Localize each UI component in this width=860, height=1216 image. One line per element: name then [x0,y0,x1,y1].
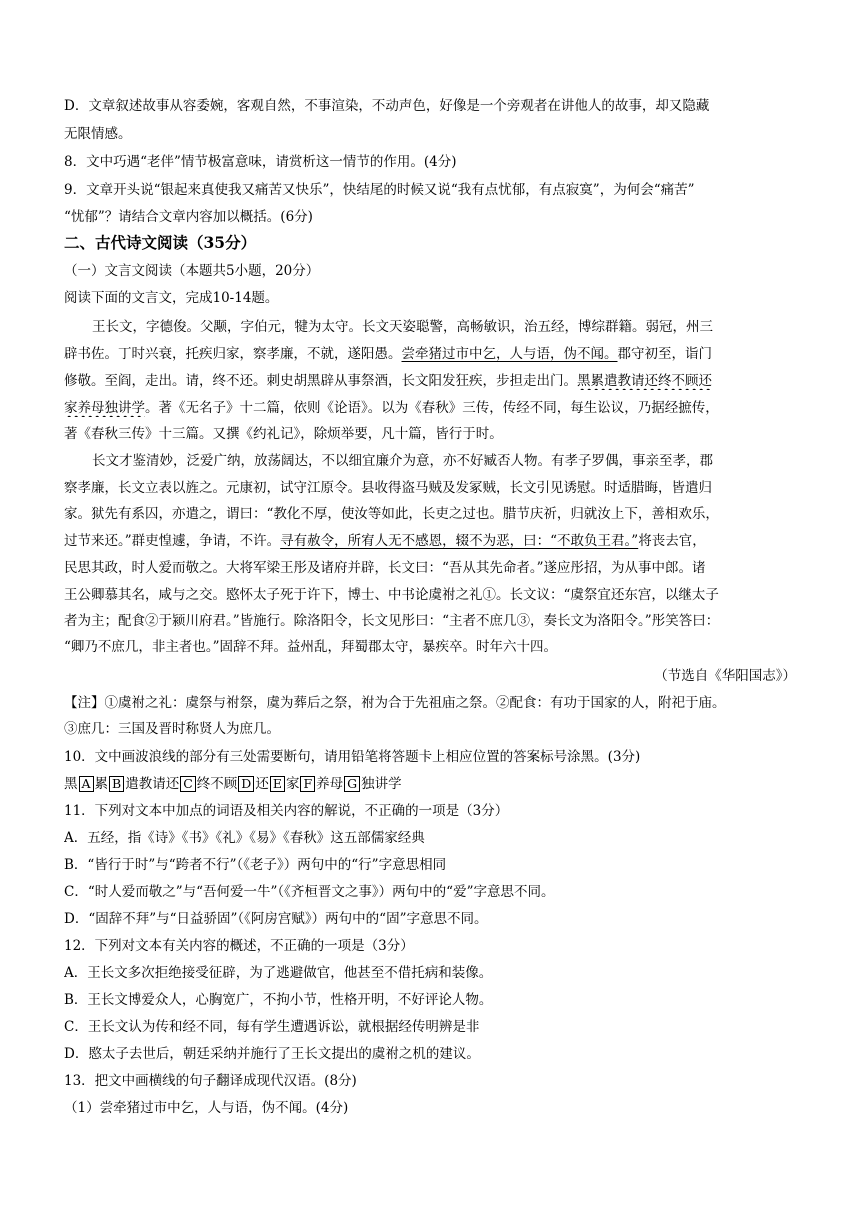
option-d-line-1: D．文章叙述故事从容委婉，客观自然，不事渲染，不动声色，好像是一个旁观者在讲他人的故事，却又隐藏 [64,98,710,114]
note-line-1: 【注】①虞祔之礼：虞祭与祔祭，虞为葬后之祭，祔为合于先祖庙之祭。②配食：有功于国家的人，附祀于庙。 [64,695,726,711]
passage-source: （节选自《华阳国志》） [654,668,796,684]
option-box-c[interactable]: C [180,776,196,792]
passage-text: 过节来还。”群吏惶遽，争请，不许。 [64,533,281,549]
question-12-option-c: C．王长文认为传和经不同，每有学生遭遇诉讼，就根据经传明辨是非 [64,1019,480,1035]
passage-text: 修敬。至阎，走出。请，终不还。刺史胡黑辟从事祭酒，长文阳发狂疾，步担走出门。 [64,373,577,389]
question-9-line-1: 9．文章开头说“银起来真使我又痛苦又快乐”，快结尾的时候又说“我有点忧郁，有点寂寞”，为何会“痛苦” [64,182,695,198]
question-13-part-1: （1）尝牵猪过市中乞，人与语，伪不闻。(4分) [64,1100,349,1116]
passage-text: 郡守初至，诣门 [617,346,712,362]
option-text: 养母 [316,776,344,792]
question-13: 13．把文中画横线的句子翻译成现代汉语。(8分) [64,1073,357,1089]
passage-text: 。著《无名子》十二篇，依则《论语》。以为《春秋》三传，传经不同，每生讼议，乃据经摭传， [145,400,719,416]
question-12-option-d: D．愍太子去世后，朝廷采纳并施行了王长文提出的虞祔之机的建议。 [64,1046,480,1062]
section-heading: 二、古代诗文阅读（35分） [64,234,257,252]
question-11-option-a: A．五经，指《诗》《书》《礼》《易》《春秋》这五部儒家经典 [64,830,425,846]
passage-p2-line-8: “卿乃不庶几，非主者也。”固辞不拜。益州乱，拜蜀郡太守，暴疾卒。时年六十四。 [64,639,558,655]
question-11-option-d: D．“固辞不拜”与“日益骄固”（《阿房宫赋》）两句中的“固”字意思不同。 [64,911,488,927]
option-text: 还 [255,776,269,792]
option-box-a[interactable]: A [79,776,94,792]
question-12-option-b: B．王长文博爱众人，心胸宽广，不拘小节，性格开明，不好评论人物。 [64,992,493,1008]
passage-p1-line-4 [64,399,796,417]
option-box-b[interactable]: B [109,776,124,792]
passage-p2-line-7: 者为主；配食②于颍川府君。”皆施行。除洛阳令，长文见彤曰：“主者不庶几③，奏长文为洛阳令。”彤笑答曰： [64,613,720,629]
question-10: 10．文中画波浪线的部分有三处需要断句，请用铅笔将答题卡上相应位置的答案标号涂黑。(3分) [64,749,641,765]
option-d-line-2: 无限情感。 [64,126,132,142]
passage-p2-line-1: 长文才鉴清妙，泛爱广纳，放荡阔达，不以细宜廉介为意，亦不好臧否人物。有孝子罗偶，事亲至孝，郡 [92,453,713,469]
option-text: 独讲学 [361,776,402,792]
subsection-heading: （一）文言文阅读（本题共5小题，20分） [64,263,320,279]
question-12-option-a: A．王长文多次拒绝接受征辟，为了逃避做官，他甚至不借托病和装像。 [64,965,493,981]
note-line-2: ③庶几：三国及晋时称贤人为庶几。 [64,721,280,737]
option-box-g[interactable]: G [344,776,360,792]
question-8: 8．文中巧遇“老伴”情节极富意味，请赏析这一情节的作用。(4分) [64,154,457,170]
option-text: 累 [94,776,109,792]
passage-p1-line-2 [64,345,796,363]
passage-p1-line-3 [64,372,796,390]
question-9-line-2: “忧郁”？请结合文章内容加以概括。(6分) [64,209,313,225]
option-box-f[interactable]: F [300,776,315,792]
passage-p2-line-4 [64,532,796,550]
option-text: 黑 [64,776,78,792]
question-11-option-c: C．“时人爱而敬之”与“吾何爱一牛”（《齐桓晋文之事》）两句中的“爱”字意思不同。 [64,884,555,900]
question-11-option-b: B．“皆行于时”与“跨者不行”（《老子》）两句中的“行”字意思相同 [64,857,447,873]
wavy-line-segment: 黑累遣教请还终不顾还 [577,373,712,389]
underlined-sentence-1: 尝牵猪过市中乞，人与语，伪不闻。 [401,346,618,362]
wavy-line-segment: 家养母独讲学 [64,400,145,416]
reading-instruction: 阅读下面的文言文，完成10-14题。 [64,290,279,306]
question-10-options [64,775,796,793]
passage-p1-line-5: 著《春秋三传》十三篇。又撰《约礼记》，除烦举要，凡十篇，皆行于时。 [64,426,503,442]
option-text: 家 [285,776,300,792]
question-12: 12．下列对文本有关内容的概述，不正确的一项是（3分） [64,938,414,954]
option-box-d[interactable]: D [238,776,254,792]
passage-text: 辟书佐。丁时兴衰，托疾归家，察孝廉，不就，遂阳愚。 [64,346,402,362]
question-11: 11．下列对文本中加点的词语及相关内容的解说，不正确的一项是（3分） [64,803,509,819]
passage-p1-line-1: 王长文，字德俊。父颙，字伯元，犍为太守。长文天姿聪警，高畅敏识，治五经，博综群籍。弱冠，州三 [92,319,713,335]
passage-text: 将丧去官， [638,533,706,549]
passage-p2-line-5: 民思其政，时人爱而敬之。大将军梁王彤及诸府并辟，长文曰：“吾从其先命者。”遂应彤招，为从事中郎。诸 [64,560,706,576]
passage-p2-line-3: 家。狱先有系囚，亦遣之，谓曰：“教化不厚，使汝等如此，长吏之过也。腊节庆祈，归就汝上下，善相欢乐， [64,506,719,522]
option-box-e[interactable]: E [270,776,285,792]
passage-p2-line-6: 王公卿慕其名，咸与之交。愍怀太子死于许下，博士、中书论虞祔之礼①。长文议：“虞祭宜还东宫，以继太子 [64,587,719,603]
passage-p2-line-2: 察孝廉，长文立表以旌之。元康初，试守江原令。县收得盗马贼及发冢贼，长文引见诱慰。时适腊晦，皆遣归 [64,480,712,496]
option-text: 终不顾 [196,776,238,792]
underlined-sentence-2: 寻有赦令，所宥人无不感恩，辍不为恶，曰：“不敢负王君。” [280,533,639,549]
option-text: 遣教请还 [125,776,180,792]
